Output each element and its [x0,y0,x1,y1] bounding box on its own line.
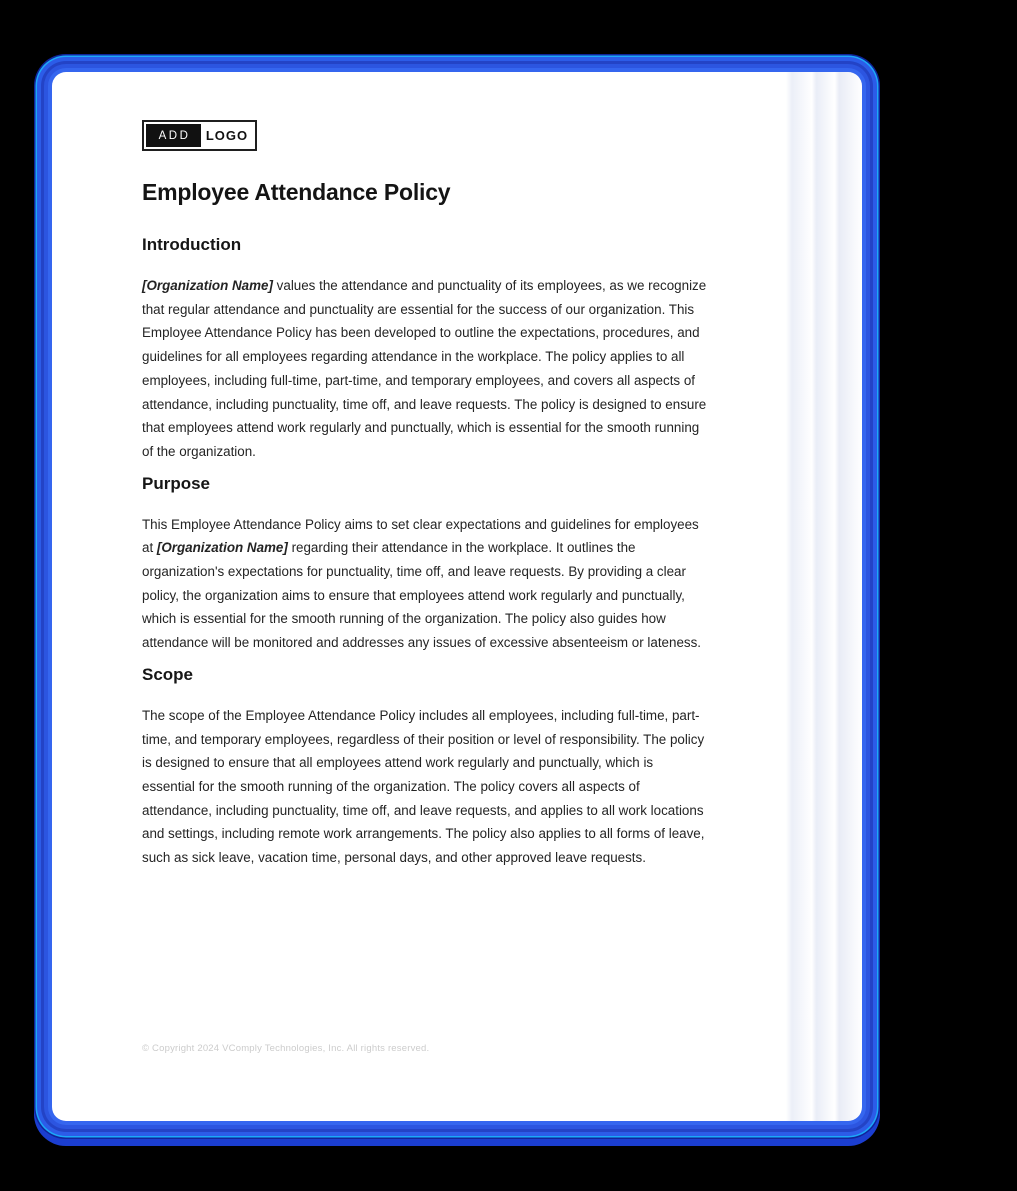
copyright-notice: © Copyright 2024 VComply Technologies, Inc. All rights reserved. [142,1043,430,1054]
section-scope [142,665,709,870]
section-purpose [142,474,709,655]
add-logo-placeholder[interactable] [142,120,257,151]
document-content [142,120,709,870]
scope-heading: Scope [142,664,194,684]
document-title: Employee Attendance Policy [142,179,451,205]
purpose-body-text-before: This Employee Attendance Policy aims to set clear expectations and guidelines for employees at [142,516,699,556]
logo-word-label: LOGO [205,128,249,143]
purpose-body [142,513,709,655]
organization-name-placeholder: [Organization Name] [156,540,288,556]
organization-name-placeholder: [Organization Name] [142,278,273,293]
purpose-heading: Purpose [142,473,211,493]
logo-add-label: ADD [146,124,201,147]
section-introduction [142,235,709,464]
document-page [52,72,862,1121]
purpose-body-text-after: regarding their attendance in the workplace. It outlines the organization's expectations for punctuality, time off, and leave requests. By providing a clear policy, the organization aims to ensure that employees attend work regularly and punctually, which is essential for the smooth running of the organization. The policy also guides how attendance will be monitored and addresses any issues of excessive absenteeism or lateness. [142,540,702,651]
introduction-body [142,274,709,464]
introduction-heading: Introduction [142,235,242,254]
introduction-body-text: values the attendance and punctuality of its employees, as we recognize that regular attendance and punctuality are essential for the success of our organization. This Employee Attendance Policy has been developed to outline the expectations, procedures, and guidelines for all employees regarding attendance in the workplace. The policy applies to all employees, including full-time, part-time, and temporary employees, and covers all aspects of attendance, including punctuality, time off, and leave requests. The policy is designed to ensure that employees attend work regularly and punctually, which is essential for the smooth running of the organization. [142,278,707,459]
scope-body: The scope of the Employee Attendance Policy includes all employees, including full-time, part-time, and temporary employees, regardless of their position or level of responsibility. The policy is designed to ensure that all employees attend work regularly and punctually, which is essential for the smooth running of the organization. The policy covers all aspects of attendance, including punctuality, time off, and leave requests, and applies to all work locations and settings, including remote work arrangements. The policy also applies to all forms of leave, such as sick leave, vacation time, personal days, and other approved leave requests. [142,707,705,866]
